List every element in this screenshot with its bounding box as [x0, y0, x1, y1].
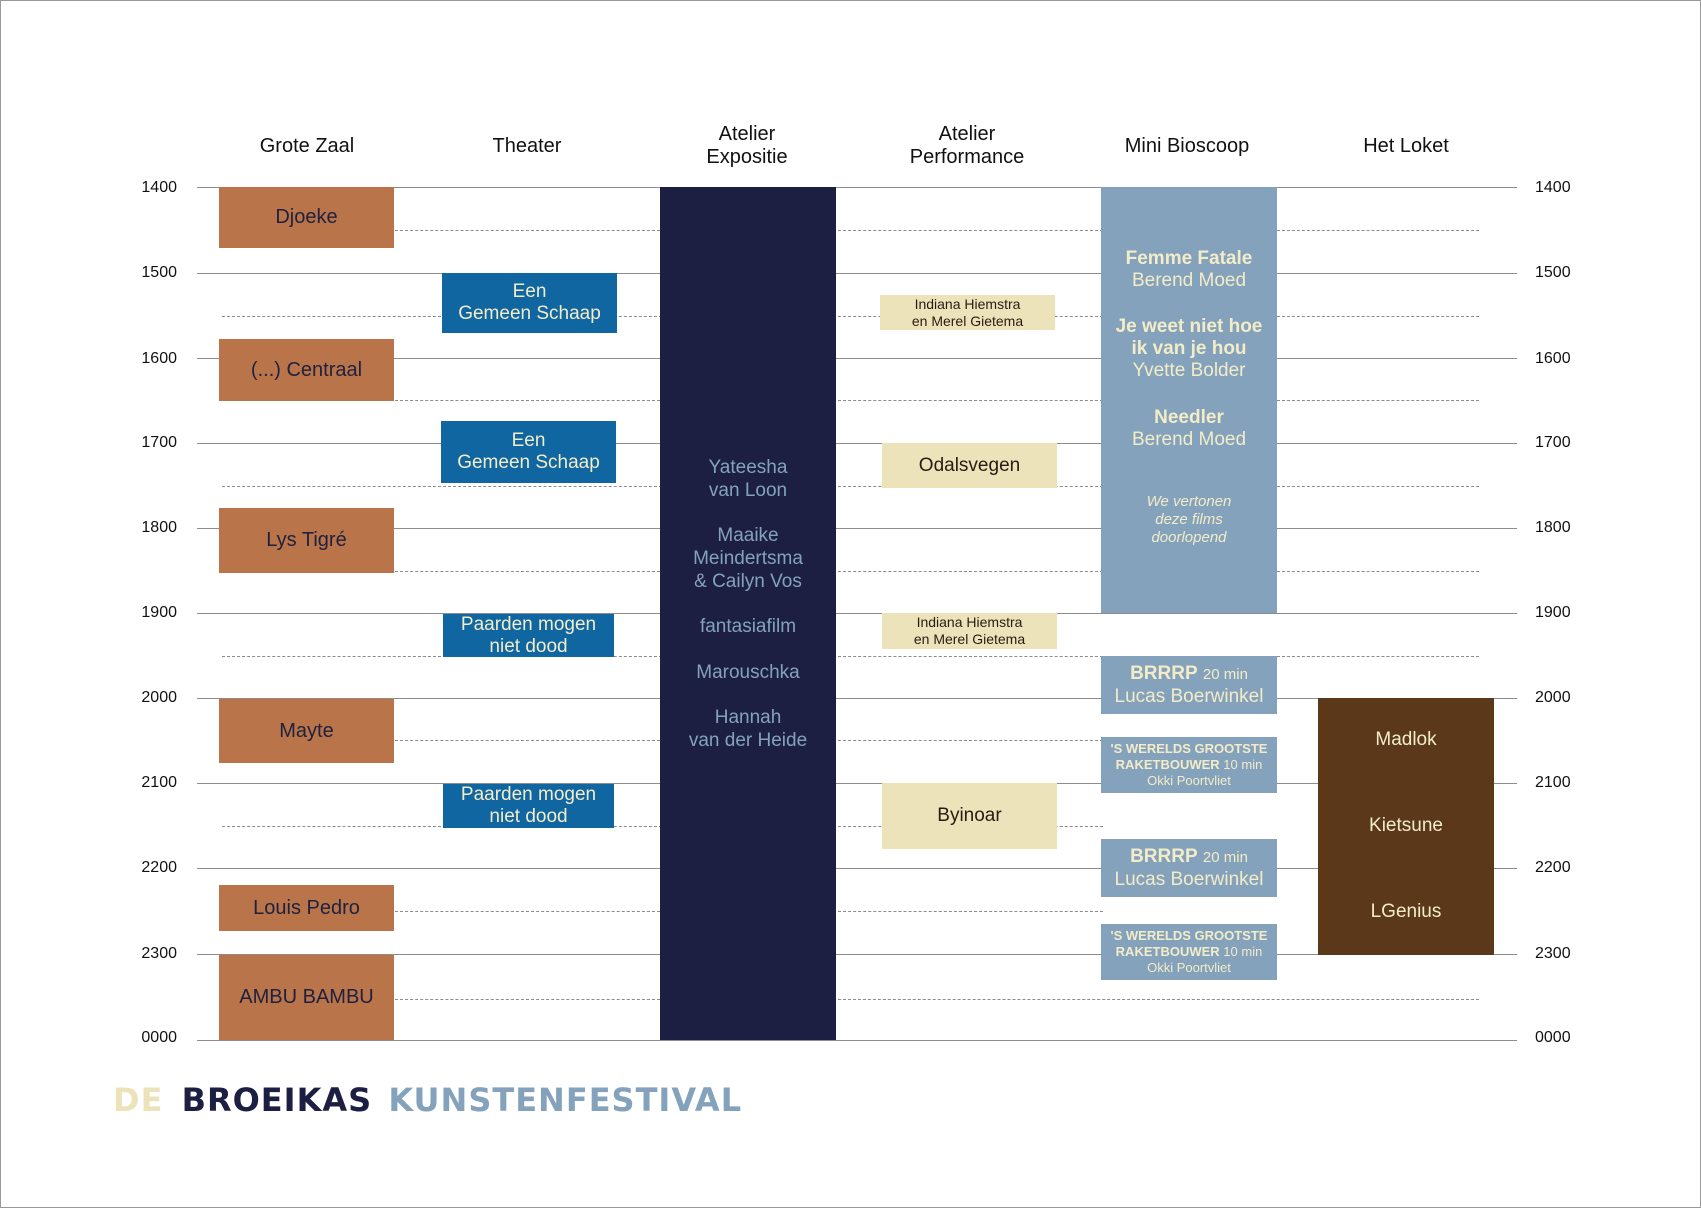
half-hour-line [395, 999, 660, 1000]
event-title-line: Paarden mogen [460, 784, 597, 805]
half-hour-line [395, 571, 660, 572]
artist-line: van der Heide [688, 730, 808, 751]
show-title-line [1130, 663, 1248, 686]
hour-line [197, 1040, 1517, 1041]
logo-word-kunstenfestival: KUNSTENFESTIVAL [388, 1081, 743, 1119]
half-hour-line [1277, 400, 1479, 401]
artist-line: & Cailyn Vos [694, 571, 802, 592]
column-header-mini-bioscoop: Mini Bioscoop [1124, 135, 1250, 157]
time-label: 1900 [141, 604, 177, 621]
half-hour-line [838, 571, 1103, 572]
event-title-line: en Merel Gietema [911, 312, 1024, 329]
show-title: 'S WERELDS GROOTSTE [1110, 741, 1268, 756]
hour-line [197, 358, 1517, 359]
hour-line [197, 528, 1517, 529]
artist-line: Meindertsma [693, 548, 803, 569]
show-title: BRRRP [1130, 662, 1198, 684]
show-title: 'S WERELDS GROOTSTE [1110, 928, 1268, 943]
time-label: 1800 [141, 519, 177, 536]
time-label: 2300 [1535, 945, 1571, 962]
time-label: 0000 [141, 1029, 177, 1046]
show-maker: Lucas Boerwinkel [1114, 685, 1264, 707]
show-maker: Okki Poortvliet [1147, 773, 1231, 788]
show-title-line [1116, 757, 1263, 773]
time-label: 2200 [141, 859, 177, 876]
event-block-theater[interactable] [443, 614, 614, 657]
show-duration: 10 min [1223, 944, 1263, 959]
half-hour-line [1277, 571, 1479, 572]
event-block-grote-zaal[interactable] [219, 187, 394, 248]
time-label: 1600 [141, 350, 177, 367]
time-label: 1900 [1535, 604, 1571, 621]
show-title-line [1130, 846, 1248, 869]
bioscoop-show[interactable] [1101, 924, 1277, 980]
event-title-line: niet dood [489, 635, 568, 657]
show-maker: Lucas Boerwinkel [1114, 868, 1264, 890]
film-title: Je weet niet hoe [1115, 316, 1263, 337]
artist-line: Maaike [717, 525, 779, 546]
column-header-atelier-performance: Atelier Performance [909, 123, 1025, 168]
half-hour-line [1277, 230, 1479, 231]
half-hour-line [838, 999, 1479, 1000]
bioscoop-show[interactable] [1101, 839, 1277, 897]
event-title-line: en Merel Gietema [913, 631, 1026, 647]
hour-line [197, 613, 1517, 614]
film-maker: Berend Moed [1131, 270, 1247, 291]
expositie-artist [660, 706, 836, 752]
time-label: 1700 [1535, 434, 1571, 451]
half-hour-line [395, 230, 660, 231]
film-item [1101, 248, 1277, 292]
artist-line: fantasiafilm [699, 616, 797, 637]
column-header-het-loket: Het Loket [1363, 135, 1449, 157]
loket-act: Kietsune [1369, 815, 1443, 836]
note-line: We vertonen [1146, 493, 1232, 510]
logo-word-de: DE [113, 1081, 164, 1119]
half-hour-line [838, 911, 1103, 912]
film-item [1101, 407, 1277, 451]
time-label: 2100 [141, 774, 177, 791]
show-title: BRRRP [1130, 845, 1198, 867]
half-hour-line [1277, 316, 1479, 317]
column-header-theater: Theater [492, 135, 562, 157]
festival-logo [113, 1081, 742, 1119]
film-maker: Yvette Bolder [1132, 360, 1246, 381]
film-title: Needler [1154, 407, 1224, 428]
time-label: 1500 [141, 264, 177, 281]
bioscoop-show[interactable] [1101, 656, 1277, 714]
event-title: Louis Pedro [253, 896, 360, 919]
hour-line [197, 273, 1517, 274]
event-block-performance[interactable] [880, 295, 1055, 330]
show-title: RAKETBOUWER [1115, 757, 1220, 772]
artist-line: van Loon [708, 480, 788, 501]
film-title: ik van je hou [1131, 338, 1247, 359]
expositie-artist [660, 615, 836, 638]
show-duration: 20 min [1202, 665, 1248, 683]
time-label: 2100 [1535, 774, 1571, 791]
show-duration: 10 min [1223, 757, 1263, 772]
half-hour-line [838, 400, 1103, 401]
film-note [1101, 493, 1277, 547]
artist-line: Yateesha [708, 457, 788, 478]
event-title: Lys Tigré [266, 529, 347, 551]
show-maker: Okki Poortvliet [1147, 960, 1231, 975]
show-duration: 20 min [1202, 848, 1248, 866]
expositie-artist [660, 456, 836, 502]
expositie-artist [660, 524, 836, 593]
hour-line [197, 443, 1517, 444]
half-hour-line [222, 486, 662, 487]
column-header-grote-zaal: Grote Zaal [259, 135, 355, 157]
event-block-performance[interactable] [882, 613, 1057, 649]
event-title-line: Een [512, 281, 547, 302]
film-title: Femme Fatale [1125, 248, 1253, 269]
event-title: Byinoar [937, 805, 1002, 826]
event-block-theater[interactable] [441, 421, 616, 483]
time-label: 1500 [1535, 264, 1571, 281]
half-hour-line [395, 911, 660, 912]
time-label: 2000 [141, 689, 177, 706]
bioscoop-show[interactable] [1101, 737, 1277, 793]
event-block-performance[interactable] [882, 443, 1057, 488]
event-title-line: Een [511, 430, 546, 451]
artist-line: Hannah [714, 707, 782, 728]
film-item [1101, 316, 1277, 382]
column-header-atelier-expositie: Atelier Expositie [706, 123, 788, 168]
event-block-theater[interactable] [442, 273, 617, 333]
time-label: 0000 [1535, 1029, 1571, 1046]
show-title-line [1116, 944, 1263, 960]
expositie-block[interactable] [660, 187, 836, 1040]
note-line: deze films [1155, 511, 1223, 528]
half-hour-line [1277, 656, 1479, 657]
expositie-artist [660, 661, 836, 684]
time-label: 2300 [141, 945, 177, 962]
event-block-grote-zaal[interactable] [219, 339, 394, 401]
half-hour-line [395, 740, 660, 741]
time-label: 1400 [141, 179, 177, 196]
time-label: 2200 [1535, 859, 1571, 876]
event-block-grote-zaal[interactable] [219, 955, 394, 1040]
time-label: 2000 [1535, 689, 1571, 706]
event-title: Djoeke [275, 206, 338, 228]
event-block-theater[interactable] [443, 784, 614, 828]
event-title-line: Paarden mogen [460, 613, 597, 635]
half-hour-line [838, 740, 1103, 741]
event-block-performance[interactable] [882, 783, 1057, 849]
hour-line [197, 187, 1517, 188]
event-title: (...) Centraal [250, 358, 363, 381]
event-title-line: Gemeen Schaap [457, 452, 600, 473]
event-title-line: Indiana Hiemstra [914, 295, 1021, 312]
film-maker: Berend Moed [1131, 429, 1247, 450]
time-label: 1400 [1535, 179, 1571, 196]
artist-line: Marouschka [696, 662, 800, 683]
half-hour-line [395, 400, 660, 401]
half-hour-line [1277, 486, 1479, 487]
event-title-line: Indiana Hiemstra [916, 614, 1023, 630]
logo-word-broeikas: BROEIKAS [181, 1081, 373, 1119]
event-title-line: Gemeen Schaap [458, 303, 601, 324]
loket-act: Madlok [1375, 729, 1437, 750]
time-label: 1600 [1535, 350, 1571, 367]
event-title: Odalsvegen [918, 454, 1021, 476]
time-label: 1700 [141, 434, 177, 451]
time-label: 1800 [1535, 519, 1571, 536]
event-title-line: niet dood [489, 806, 568, 827]
note-line: doorlopend [1151, 529, 1227, 546]
event-block-grote-zaal[interactable] [219, 699, 394, 763]
event-title: Mayte [279, 719, 334, 742]
half-hour-line [838, 656, 1103, 657]
event-title: AMBU BAMBU [239, 986, 374, 1008]
show-title: RAKETBOUWER [1115, 944, 1220, 959]
event-block-grote-zaal[interactable] [219, 508, 394, 573]
half-hour-line [838, 230, 1103, 231]
event-block-grote-zaal[interactable] [219, 885, 394, 931]
loket-act: LGenius [1370, 901, 1442, 922]
